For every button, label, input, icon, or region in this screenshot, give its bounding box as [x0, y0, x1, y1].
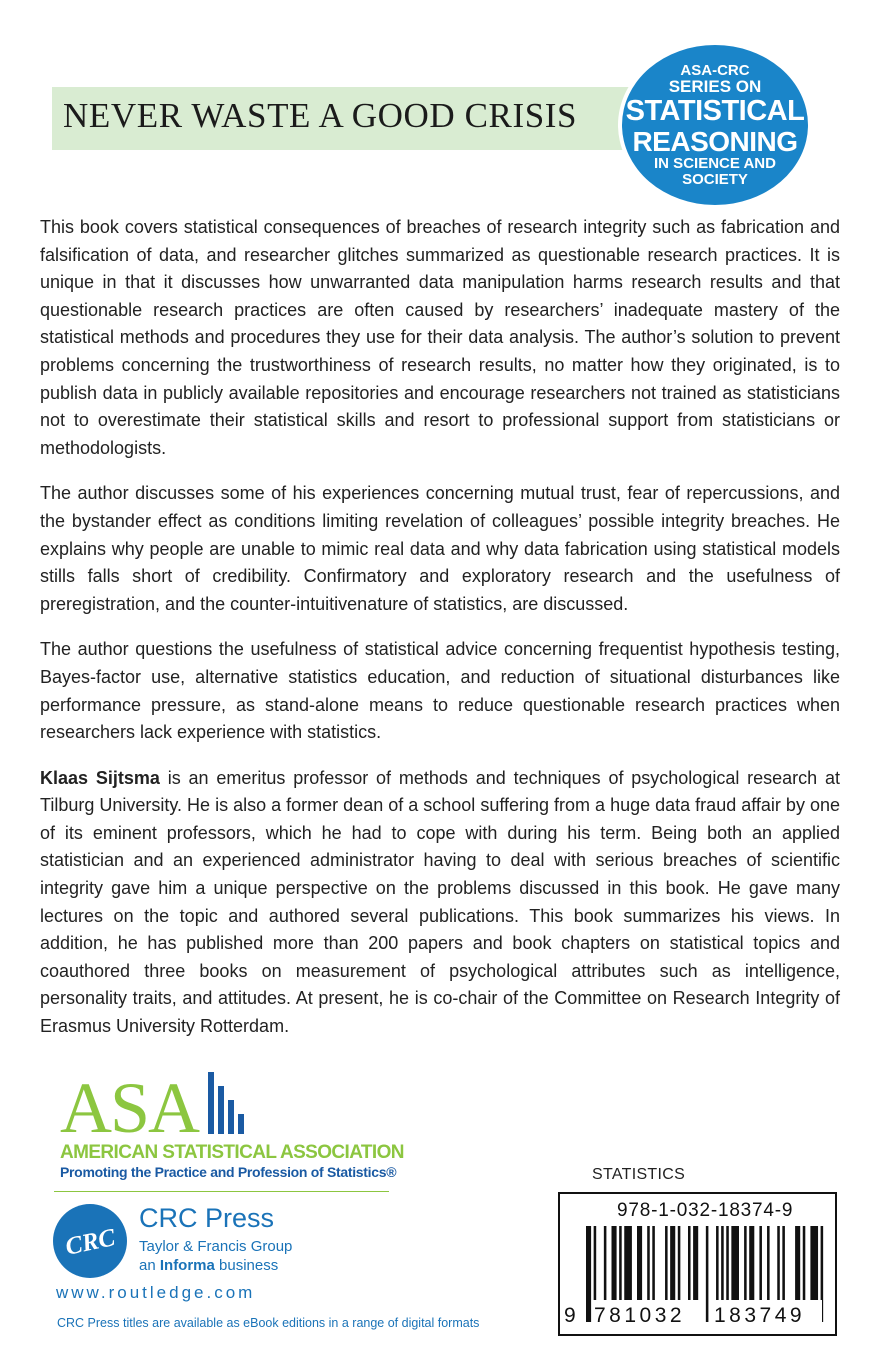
- series-badge: [618, 41, 812, 209]
- crc-informa: an Informa business: [139, 1257, 279, 1274]
- ebook-note: CRC Press titles are available as eBook editions in a range of digital formats: [57, 1316, 480, 1330]
- asa-tagline: Promoting the Practice and Profession of Statistics®: [60, 1164, 397, 1180]
- crc-logo-icon: [52, 1203, 128, 1279]
- blurb-paragraph: The author discusses some of his experiences concerning mutual trust, fear of repercussions, and the bystander effect as conditions limiting revelation of colleagues’ possible integrity breaches. He explains why people are unable to mimic real data and why data fabrication using statistical models stills falls short of credibility. Confirmatory and exploratory research and the usefulness of preregistration, and the counter-intuitivenature of statistics, are discussed.: [40, 483, 840, 614]
- ean-digits-left: 781032: [594, 1304, 686, 1327]
- author-name: Klaas Sijtsma: [40, 767, 160, 788]
- asa-logo-letters: ASA: [60, 1068, 199, 1148]
- author-bio: [40, 765, 840, 1041]
- series-badge-line: IN SCIENCE AND: [654, 154, 776, 172]
- asa-name: AMERICAN STATISTICAL ASSOCIATION: [60, 1142, 404, 1163]
- website-link[interactable]: www.routledge.com: [56, 1283, 256, 1302]
- crc-press-name: CRC Press: [139, 1203, 275, 1233]
- author-bio-text: is an emeritus professor of methods and techniques of psychological research at Tilburg University. He is also a former dean of a school suffering from a huge data fraud affair by one of its eminent professors, which he had to cope with during his term. Being both an applied statistician and an experienced administrator having to deal with serious breaches of scientific integrity gave him a unique perspective on the problems discussed in this book. He gave many lectures on the topic and authored several publications. This book summarizes his views. In addition, he has published more than 200 papers and book chapters on statistical topics and coauthored three books on measurement of psychological attributes such as intelligence, personality traits, and attitudes. At present, he is co-chair of the Committee on Research Integrity of Erasmus University Rotterdam.: [40, 767, 841, 1037]
- divider: [54, 1191, 389, 1192]
- ean-digit-first: 9: [564, 1304, 576, 1327]
- category-label: STATISTICS: [592, 1166, 686, 1183]
- book-title: NEVER WASTE A GOOD CRISIS: [63, 96, 578, 135]
- ean-digits-right: 183749: [714, 1304, 806, 1327]
- asa-bars-icon: [208, 1072, 298, 1138]
- blurb-paragraph: This book covers statistical consequences of breaches of research integrity such as fabrication and falsification of data, and researcher glitches summarized as questionable research practices. It is unique in that it discusses how unwarranted data manipulation harms research results and that questionable research practices are often caused by researchers’ inadequate mastery of the statistical methods and procedures they use for their data analysis. The author’s solution to prevent problems concerning the trustworthiness of research results, no matter how they originated, is to publish data in publicly available repositories and encourage researchers not trained as statisticians not to overestimate their statistical skills and resort to professional support from statisticians or methodologists.: [40, 217, 840, 458]
- series-badge-line: SERIES ON: [668, 77, 762, 97]
- series-badge-line: ASA-CRC: [680, 61, 750, 79]
- crc-group: Taylor & Francis Group: [139, 1238, 293, 1255]
- isbn-text: 978-1-032-18374-9: [617, 1200, 794, 1221]
- barcode-bar: [586, 1226, 591, 1322]
- series-badge-line: SOCIETY: [682, 170, 748, 188]
- blurb-paragraph: The author questions the usefulness of statistical advice concerning frequentist hypothesis testing, Bayes-factor use, alternative statistics education, and reduction of situational disturbances like performance pressure, as stand-alone means to reduce questionable research practices when researchers lack experience with statistics.: [40, 639, 840, 743]
- series-badge-line: STATISTICAL: [625, 95, 805, 128]
- crc-logo-text: CRC: [63, 1224, 118, 1261]
- back-cover-blurb: [40, 214, 840, 1059]
- series-badge-line: REASONING: [632, 125, 798, 157]
- asa-logo: [60, 1068, 404, 1192]
- barcode-bar: [706, 1226, 709, 1322]
